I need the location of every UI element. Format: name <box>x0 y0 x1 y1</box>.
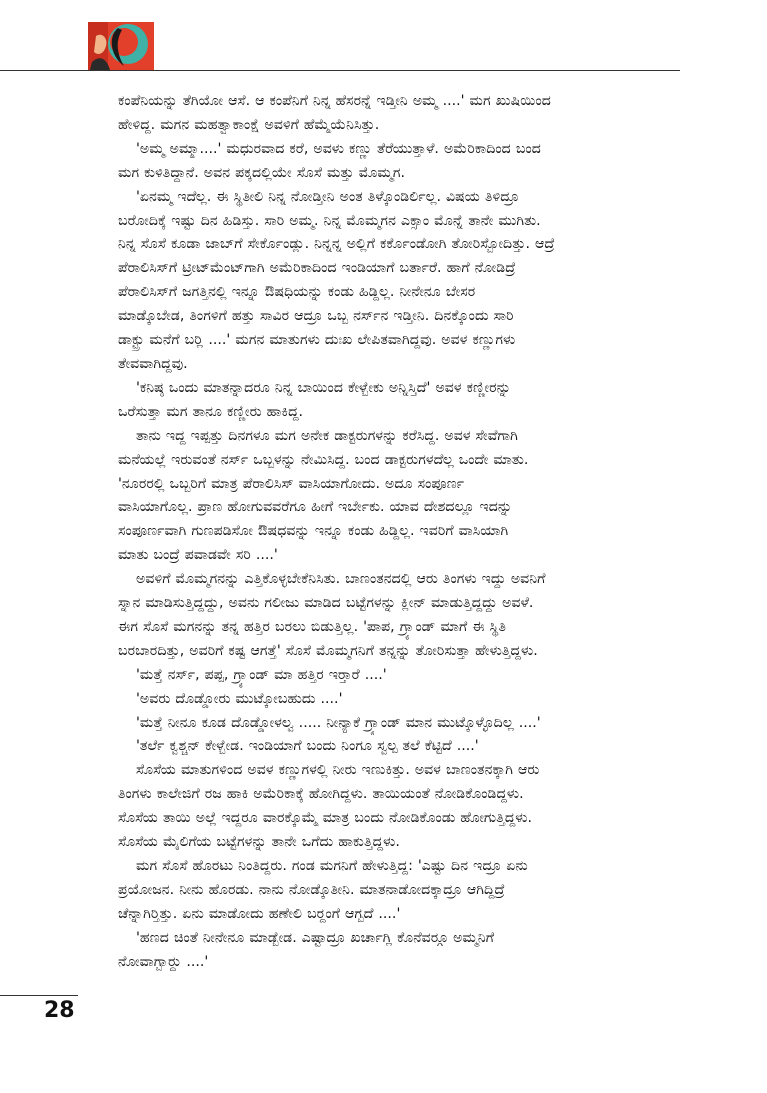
text-line: ತೇವವಾಗಿದ್ದವು. <box>118 355 188 372</box>
text-line: 'ಅವರು ದೊಡ್ಡೋರು ಮುಟ್ಕೋಬಹುದು ....' <box>136 690 343 707</box>
paragraph <box>118 735 678 759</box>
text-line: ಮಗ ಕುಳಿತಿದ್ದಾನೆ. ಅವನ ಪಕ್ಕದಲ್ಲಿಯೇ ಸೊಸೆ ಮತ್ತು ಮೊಮ್ಮಗ. <box>118 164 406 181</box>
text-line: 'ತರ್ಲೆ ಕ್ವಶ್ಚನ್ ಕೇಳ್ಬೇಡ. ಇಂಡಿಯಾಗೆ ಬಂದು ನಿಂಗೂ ಸ್ವಲ್ಪ ತಲೆ ಕೆಟ್ಟಿದೆ ....' <box>136 738 479 755</box>
paragraph <box>118 90 678 138</box>
paragraph <box>118 712 678 736</box>
paragraph <box>118 688 678 712</box>
magazine-logo <box>88 22 154 70</box>
paragraph <box>118 568 678 664</box>
text-line: ಬರೋದಿಕ್ಕೆ ಇಷ್ಟು ದಿನ ಹಿಡಿಸ್ತು. ಸಾರಿ ಅಮ್ಮ. ನಿನ್ನ ಮೊಮ್ಮಗನ ಎಕ್ಸಾಂ ಮೊನ್ನೆ ತಾನೇ ಮುಗಿತು. <box>118 212 541 229</box>
text-line: 'ಮತ್ತೆ ನರ್ಸ್, ಪಪ್ಪ, ಗ್ರ್ಯಾಂಡ್ ಮಾ ಹತ್ತಿರ ಇರ್‍ತಾರೆ ....' <box>136 666 387 683</box>
paragraph <box>118 377 678 425</box>
text-line: ಸೊಸೆಯ ತಾಯಿ ಅಲ್ಲೆ ಇದ್ದರೂ ವಾರಕ್ಕೊಮ್ಮೆ ಮಾತ್ರ ಬಂದು ನೋಡಿಕೊಂಡು ಹೋಗುತ್ತಿದ್ದಳು. <box>118 810 533 827</box>
text-line: ಮಗ ಸೊಸೆ ಹೊರಟು ನಿಂತಿದ್ದರು. ಗಂಡ ಮಗನಿಗೆ ಹೇಳುತ್ತಿದ್ದ: 'ಎಷ್ಟು ದಿನ ಇದ್ರೂ ಏನು <box>136 858 528 874</box>
text-line: 'ಹಣದ ಚಿಂತೆ ನೀನೇನೂ ಮಾಡ್ಬೇಡ. ಎಷ್ಟಾದ್ರೂ ಖರ್ಚಾಗ್ಲಿ ಕೊನೆವರ್‍ಗೂ ಅಮ್ಮನಿಗೆ <box>136 929 495 946</box>
footer-rule <box>0 995 78 996</box>
paragraph <box>118 927 678 975</box>
text-line: ಮಾತು ಬಂದ್ರೆ ಪವಾಡವೇ ಸರಿ ....' <box>118 547 278 564</box>
paragraph <box>118 425 678 568</box>
page-number: 28 <box>44 998 75 1023</box>
paragraph <box>118 664 678 688</box>
text-line: ನೋವಾಗ್ಬಾರ್‍ದು ....' <box>118 953 209 970</box>
text-line: ಪ್ರಯೋಜನ. ನೀನು ಹೊರಡು. ನಾನು ನೋಡ್ಕೊತೀನಿ. ಮಾತನಾಡೋದಕ್ಕಾದ್ರೂ ಆಗಿದ್ದಿದ್ರೆ <box>118 881 505 898</box>
text-line: ವಾಸಿಯಾಗೊಲ್ಲ. ಪ್ರಾಣ ಹೋಗುವವರೆಗೂ ಹೀಗೆ ಇರ್ಬೇಕು. ಯಾವ ದೇಶದಲ್ಲೂ ಇದನ್ನು <box>118 499 513 516</box>
text-line: ನಿನ್ನ ಸೊಸೆ ಕೂಡಾ ಜಾಬ್‌ಗೆ ಸೇರ್ಕೊಂಡ್ಲು. ನಿನ್ನನ್ನ ಅಲ್ಲಿಗೆ ಕರ್ಕೊಂಡೋಗಿ ತೋರಿಸ್ಬೋದಿತ್ತು. ಆದ್ರೆ <box>118 236 555 253</box>
text-line: ಮಾಡ್ಕೊಬೇಡ, ತಿಂಗಳಿಗೆ ಹತ್ತು ಸಾವಿರ ಆದ್ರೂ ಒಬ್ಬ ನರ್ಸ್‌ನ ಇಡ್ತೀನಿ. ದಿನಕ್ಕೊಂದು ಸಾರಿ <box>118 308 514 325</box>
logo-illustration <box>88 22 154 70</box>
text-line: ಪೆರಾಲಿಸಿಸ್‌ಗೆ ಜಗತ್ತಿನಲ್ಲಿ ಇನ್ನೂ ಔಷಧಿಯನ್ನು ಕಂಡು ಹಿಡ್ದಿಲ್ಲ. ನೀನೇನೂ ಬೇಸರ <box>118 284 476 301</box>
text-line: 'ಮತ್ತೆ ನೀನೂ ಕೂಡ ದೊಡ್ಡೋಳಲ್ವ ..... ನೀನ್ಯಾಕೆ ಗ್ರ್ಯಾಂಡ್ ಮಾನ ಮುಟ್ಕೊಳ್ಳೊದಿಲ್ಲ ....' <box>136 714 541 731</box>
text-line: ಸೊಸೆಯ ಮೈಲಿಗೆಯ ಬಟ್ಟೆಗಳನ್ನು ತಾನೇ ಒಗೆದು ಹಾಕುತ್ತಿದ್ದಳು. <box>118 834 400 851</box>
text-line: ಅವಳಿಗೆ ಮೊಮ್ಮಗನನ್ನು ಎತ್ತಿಕೊಳ್ಳಬೇಕೆನಿಸಿತು. ಬಾಣಂತನದಲ್ಲಿ ಆರು ತಿಂಗಳು ಇದ್ದು ಅವನಿಗೆ <box>136 571 546 588</box>
paragraph <box>118 186 678 377</box>
text-line: ಸ್ನಾನ ಮಾಡಿಸುತ್ತಿದ್ದದ್ದು, ಅವನು ಗಲೀಜು ಮಾಡಿದ ಬಟ್ಟೆಗಳನ್ನು ಕ್ಲೀನ್ ಮಾಡುತ್ತಿದ್ದದ್ದು ಅವಳೆ. <box>118 595 534 612</box>
text-line: ಚೆನ್ನಾಗಿರ್‍ತಿತ್ತು. ಏನು ಮಾಡೋದು ಹಣೇಲಿ ಬರ್‍ದಂಗೆ ಆಗ್ಬದೆ ....' <box>118 905 401 922</box>
article-body <box>118 90 678 975</box>
text-line: ಡಾಕ್ಟ್ರು ಮನೆಗೆ ಬರ್‍ಲಿ ....' ಮಗನ ಮಾತುಗಳು ದುಃಖ ಲೇಪಿತವಾಗಿದ್ದವು. ಅವಳ ಕಣ್ಣುಗಳು <box>118 332 516 349</box>
text-line: 'ನೂರರಲ್ಲಿ ಒಬ್ಬರಿಗೆ ಮಾತ್ರ ಪೆರಾಲಿಸಿಸ್ ವಾಸಿಯಾಗೋದು. ಅದೂ ಸಂಪೂರ್ಣ <box>118 475 465 492</box>
text-line: ಹೇಳಿದ್ದ. ಮಗನ ಮಹತ್ವಾಕಾಂಕ್ಷೆ ಅವಳಿಗೆ ಹೆಮ್ಮೆಯೆನಿಸಿತ್ತು. <box>118 116 380 133</box>
text-line: ಸೊಸೆಯ ಮಾತುಗಳಿಂದ ಅವಳ ಕಣ್ಣುಗಳಲ್ಲಿ ನೀರು ಇಣುಕಿತ್ತು. ಅವಳ ಬಾಣಂತನಕ್ಕಾಗಿ ಆರು <box>136 762 540 779</box>
text-line: 'ಏನಮ್ಮ ಇದೆಲ್ಲ. ಈ ಸ್ಥಿತೀಲಿ ನಿನ್ನ ನೋಡ್ತೀನಿ ಅಂತ ತಿಳ್ಕೊಂಡಿರ್ಲಿಲ್ಲ. ವಿಷಯ ತಿಳಿದ್ರೂ <box>136 188 520 205</box>
text-line: 'ಅಮ್ಮ ಅಮ್ಮಾ....' ಮಧುರವಾದ ಕರೆ, ಅವಳು ಕಣ್ಣು ತೆರೆಯುತ್ತಾಳೆ. ಅಮೆರಿಕಾದಿಂದ ಬಂದ <box>136 140 541 157</box>
text-line: ತಾನು ಇದ್ದ ಇಪ್ಪತ್ತು ದಿನಗಳೂ ಮಗ ಅನೇಕ ಡಾಕ್ಟರುಗಳನ್ನು ಕರೆಸಿದ್ದ. ಅವಳ ಸೇವೆಗಾಗಿ <box>136 427 518 444</box>
text-line: ತಿಂಗಳು ಕಾಲೇಜಿಗೆ ರಜ ಹಾಕಿ ಅಮೆರಿಕಾಕ್ಕೆ ಹೋಗಿದ್ದಳು. ತಾಯಿಯಂತೆ ನೋಡಿಕೊಂಡಿದ್ದಳು. <box>118 786 524 803</box>
text-line: ಕಂಪೆನಿಯನ್ನು ತೆಗಿಯೋ ಆಸೆ. ಆ ಕಂಪೆನಿಗೆ ನಿನ್ನ ಹೆಸರನ್ನೆ ಇಡ್ತೀನಿ ಅಮ್ಮ ....' ಮಗ ಖುಷಿಯಿಂದ <box>118 93 551 109</box>
text-line: ಒರೆಸುತ್ತಾ ಮಗ ತಾನೂ ಕಣ್ಣೀರು ಹಾಕಿದ್ದ. <box>118 403 304 420</box>
header-rule <box>0 70 680 71</box>
text-line: ಸಂಪೂರ್ಣವಾಗಿ ಗುಣಪಡಿಸೋ ಔಷಧವನ್ನು ಇನ್ನೂ ಕಂಡು ಹಿಡ್ದಿಲ್ಲ. ಇವರಿಗೆ ವಾಸಿಯಾಗಿ <box>118 523 509 540</box>
text-line: 'ಕನಿಷ್ಠ ಒಂದು ಮಾತನ್ನಾದರೂ ನಿನ್ನ ಬಾಯಿಂದ ಕೇಳ್ಬೇಕು ಅನ್ನಿಸ್ತಿದೆ' ಅವಳ ಕಣ್ಣೀರನ್ನು <box>136 379 511 396</box>
text-line: ಈಗ ಸೊಸೆ ಮಗನನ್ನು ತನ್ನ ಹತ್ತಿರ ಬರಲು ಬಿಡುತ್ತಿಲ್ಲ. 'ಪಾಪ, ಗ್ರ್ಯಾಂಡ್ ಮಾಗೆ ಈ ಸ್ಥಿತಿ <box>118 618 507 635</box>
paragraph <box>118 759 678 855</box>
text-line: ಬರಬಾರದಿತ್ತು, ಅವರಿಗೆ ಕಷ್ಟ ಆಗತ್ತೆ' ಸೊಸೆ ಮೊಮ್ಮಗನಿಗೆ ತನ್ನನ್ನು ತೋರಿಸುತ್ತಾ ಹೇಳುತ್ತಿದ್ದಳು. <box>118 642 538 659</box>
paragraph <box>118 138 678 186</box>
text-line: ಮನೆಯಲ್ಲೆ ಇರುವಂತೆ ನರ್ಸ್ ಒಬ್ಬಳನ್ನು ನೇಮಿಸಿದ್ದ. ಬಂದ ಡಾಕ್ಟರುಗಳದೆಲ್ಲ ಒಂದೇ ಮಾತು. <box>118 451 529 468</box>
text-line: ಪೆರಾಲಿಸಿಸ್‌ಗೆ ಟ್ರೀಟ್‌ಮೆಂಟ್‌ಗಾಗಿ ಅಮೆರಿಕಾದಿಂದ ಇಂಡಿಯಾಗೆ ಬರ್ತಾರೆ. ಹಾಗೆ ನೋಡಿದ್ರೆ <box>118 260 516 277</box>
paragraph <box>118 855 678 927</box>
